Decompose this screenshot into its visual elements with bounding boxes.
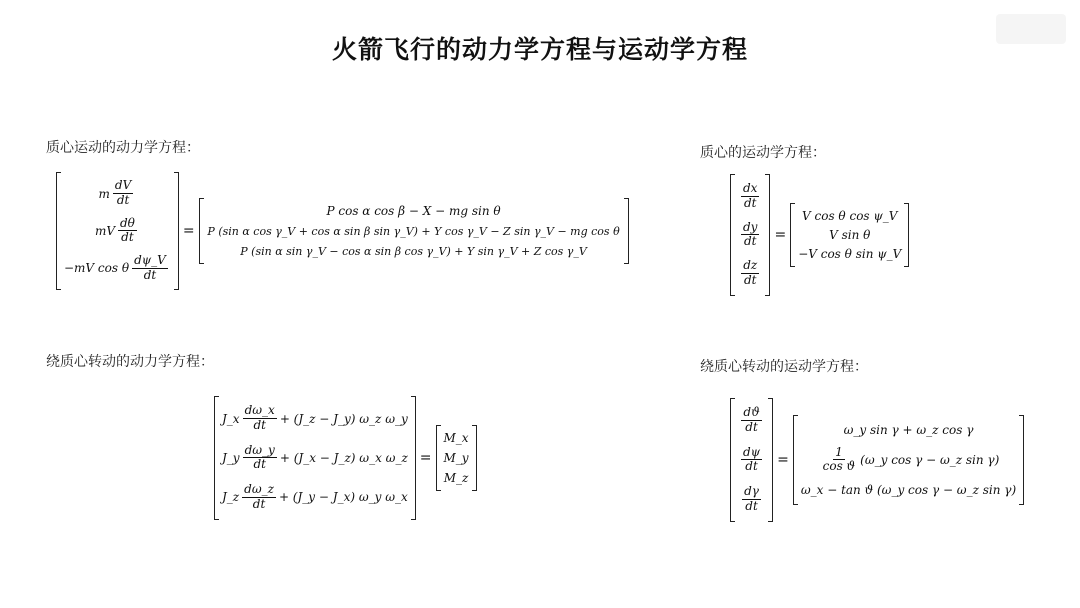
eq2-rhs-row: V cos θ cos ψ_V — [802, 208, 898, 223]
eq4-lhs-row: $\frac{d\psi}{dt}$ — [743, 444, 761, 474]
eq1-rhs-row: P (sin α sin γ_V − cos α sin β cos γ_V) + Y sin γ_V + Z cos γ_V — [240, 244, 587, 258]
eq3-rhs-row: M_x — [443, 431, 469, 445]
eq1-lhs-matrix — [56, 172, 179, 290]
eq2-lhs-row: $\frac{dx}{dt}$ — [743, 181, 758, 210]
eq4-lhs-matrix — [730, 398, 773, 522]
eq3-rhs-matrix — [436, 425, 477, 491]
equation-rotation-dynamics — [214, 396, 477, 520]
equals-sign: = — [777, 452, 789, 468]
eq1-lhs-row: mV $\frac{d\theta}{dt}$ — [94, 215, 135, 245]
label-rotation-kinematics: 绕质心转动的运动学方程： — [700, 359, 868, 375]
label-translation-kinematics: 质心的运动学方程： — [700, 145, 826, 161]
eq3-lhs-row: J_z $\frac{d\omega\_z}{dt}$ + (J_y − J_x) ω_y ω_x — [222, 482, 408, 511]
eq3-lhs-row: J_x $\frac{d\omega\_x}{dt}$ + (J_z − J_y) ω_z ω_y — [222, 403, 408, 433]
eq4-lhs-row: $\frac{dϑ}{dt}$ — [743, 405, 760, 435]
equals-sign: = — [774, 227, 787, 243]
equals-sign: = — [182, 223, 195, 239]
eq4-rhs-row: ω_x − tan ϑ (ω_y cos γ − ω_z sin γ) — [800, 483, 1017, 498]
eq4-lhs-row: $\frac{d\gamma}{dt}$ — [744, 484, 759, 513]
eq2-rhs-matrix — [790, 203, 909, 267]
eq1-lhs-row: −mV cos θ $\frac{d\psi\_V}{dt}$ — [64, 253, 166, 282]
eq1-rhs-matrix — [199, 198, 629, 264]
eq1-rhs-row: P (sin α cos γ_V + cos α sin β sin γ_V) + Y cos γ_V − Z sin γ_V − mg cos θ — [207, 224, 620, 238]
equals-sign: = — [419, 450, 432, 466]
eq3-lhs-matrix — [214, 396, 416, 520]
eq2-lhs-row: $\frac{dy}{dt}$ — [743, 219, 758, 249]
eq3-rhs-row: M_y — [443, 451, 469, 465]
eq3-rhs-row: M_z — [443, 471, 469, 485]
eq2-lhs-matrix — [730, 174, 770, 296]
eq4-rhs-matrix — [793, 415, 1024, 505]
eq2-lhs-row: $\frac{dz}{dt}$ — [743, 258, 758, 288]
eq1-lhs-row: m $\frac{dV}{dt}$ — [98, 178, 132, 208]
eq3-lhs-row: J_y $\frac{d\omega\_y}{dt}$ + (J_x − J_z) ω_x ω_z — [222, 442, 408, 472]
label-rotation-dynamics: 绕质心转动的动力学方程： — [46, 354, 214, 370]
label-translation-dynamics: 质心运动的动力学方程： — [46, 140, 200, 156]
eq1-rhs-row: P cos α cos β − X − mg sin θ — [326, 204, 501, 219]
equation-translation-dynamics — [56, 172, 629, 290]
eq4-rhs-row: $\frac{1}{\text{cos ϑ}}$ (ω_y cos γ − ω_z sin γ) — [822, 444, 1000, 474]
equation-rotation-kinematics — [730, 398, 1024, 522]
equation-translation-kinematics — [730, 174, 909, 296]
page-title: 火箭飞行的动力学方程与运动学方程 — [331, 35, 748, 64]
eq4-rhs-row: ω_y sin γ + ω_z cos γ — [843, 422, 974, 437]
eq2-rhs-row: −V cos θ sin ψ_V — [798, 247, 902, 262]
eq2-rhs-row: V sin θ — [829, 227, 871, 242]
